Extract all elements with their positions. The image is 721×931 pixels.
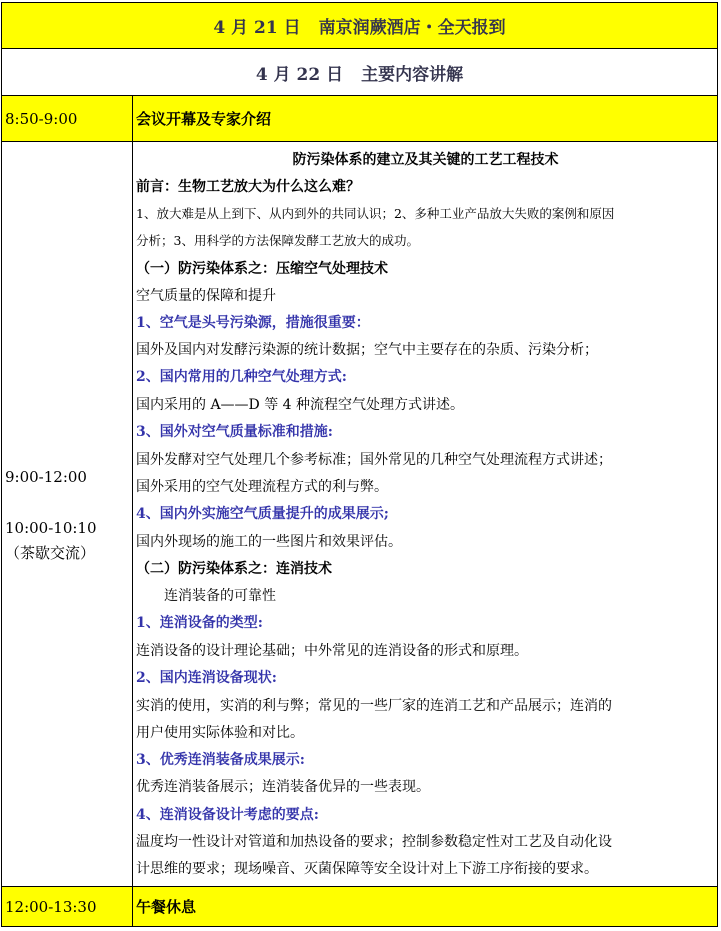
body-text: 连消装备的可靠性 <box>164 588 276 604</box>
body-text: 连消设备的设计理论基础；中外常见的连消设备的形式和原理。 <box>136 643 528 659</box>
body-text: 优秀连消装备展示；连消装备优异的一些表现。 <box>136 779 430 795</box>
point-heading: 1、连消设备的类型: <box>136 615 263 631</box>
point-heading: 3、国外对空气质量标准和措施: <box>136 424 333 440</box>
body-text: 1、放大难是从上到下、从内到外的共同认识；2、多种工业产品放大失败的案例和原因 <box>136 206 615 221</box>
part-heading: （二）防污染体系之：连消技术 <box>136 561 332 577</box>
body-text: 国外采用的空气处理流程方式的利与弊。 <box>136 479 388 495</box>
point-heading: 1、空气是头号污染源，措施很重要： <box>136 315 370 331</box>
preface-heading: 前言：生物工艺放大为什么这么难？ <box>136 179 360 195</box>
header-day2 <box>1 49 718 96</box>
schedule-row-opening <box>1 96 718 142</box>
time-cell <box>2 142 133 886</box>
point-heading: 2、国内常用的几种空气处理方式: <box>136 369 347 385</box>
header-day1 <box>1 2 718 49</box>
header-day2-text: 主要内容讲解 <box>361 64 464 85</box>
point-heading: 4、国内外实施空气质量提升的成果展示; <box>136 506 389 522</box>
part-heading: （一）防污染体系之：压缩空气处理技术 <box>136 261 388 277</box>
body-text: 用户使用实际体验和对比。 <box>136 725 304 741</box>
body-text: 空气质量的保障和提升 <box>136 288 276 304</box>
body-text: 国外发酵对空气处理几个参考标准；国外常见的几种空气处理流程方式讲述； <box>136 452 612 468</box>
point-heading: 4、连消设备设计考虑的要点: <box>136 807 319 823</box>
body-text: 温度均一性设计对管道和加热设备的要求；控制参数稳定性对工艺及自动化设 <box>136 834 612 850</box>
session-title: 午餐休息 <box>136 898 197 916</box>
body-text: 国内外现场的施工的一些图片和效果评估。 <box>136 534 402 550</box>
schedule-row-lunch <box>1 887 718 927</box>
section-title: 防污染体系的建立及其关键的工艺工程技术 <box>292 152 559 168</box>
header-day1-date: 4 月 21 日 <box>213 18 301 38</box>
time-cell: 8:50-9:00 <box>2 96 133 141</box>
schedule-row-main <box>1 142 718 887</box>
time-main: 9:00-12:00 <box>5 468 87 486</box>
time-break: 10:00-10:10 <box>5 519 97 537</box>
time-cell: 12:00-13:30 <box>2 887 133 926</box>
tea-break-label: （茶歇交流） <box>5 544 96 562</box>
session-content <box>134 142 717 886</box>
body-text: 分析；3、用科学的方法保障发酵工艺放大的成功。 <box>136 233 419 248</box>
header-day1-text: 南京润蕨酒店・全天报到 <box>318 18 506 38</box>
point-heading: 2、国内连消设备现状: <box>136 670 277 686</box>
body-text: 国内采用的 A——D 等 4 种流程空气处理方式讲述。 <box>136 397 465 413</box>
body-text: 实消的使用，实消的利与弊；常见的一些厂家的连消工艺和产品展示；连消的 <box>136 698 612 714</box>
body-text: 国外及国内对发酵污染源的统计数据；空气中主要存在的杂质、污染分析； <box>136 342 598 358</box>
header-day2-date: 4 月 22 日 <box>255 64 344 85</box>
session-title: 会议开幕及专家介绍 <box>136 110 272 128</box>
body-text: 计思维的要求；现场噪音、灭菌保障等安全设计对上下游工序衔接的要求。 <box>136 861 598 877</box>
point-heading: 3、优秀连消装备成果展示: <box>136 752 305 768</box>
